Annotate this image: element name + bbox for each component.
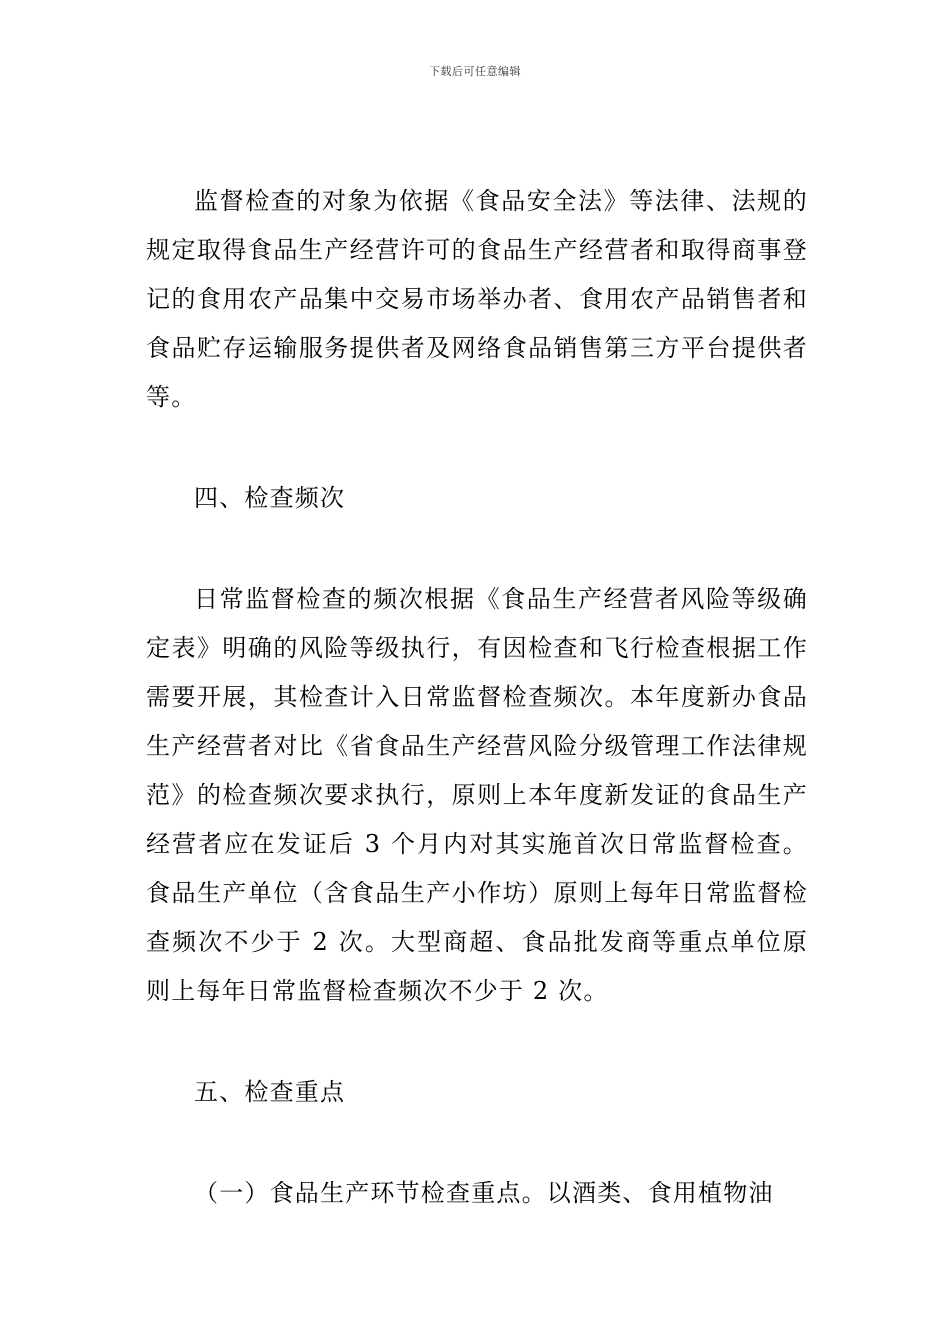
paragraph-inspection-frequency: 日常监督检查的频次根据《食品生产经营者风险等级确定表》明确的风险等级执行，有因检查和飞行检查根据工作需要开展，其检查计入日常监督检查频次。本年度新办食品生产经营者对比《省食品生产经营风险分级管理工作法律规范》的检查频次要求执行，原则上本年度新发证的食品生产经营者应在发证后 3 个月内对其实施首次日常监督检查。食品生产单位（含食品生产小作坊）原则上每年日常监督检查频次不少于 2 次。大型商超、食品批发商等重点单位原则上每年日常监督检查频次不少于 2 次。 bbox=[146, 585, 808, 1005]
page-header-note: 下载后可任意编辑 bbox=[429, 65, 521, 78]
section-heading-inspection-frequency: 四、检查频次 bbox=[194, 484, 346, 512]
section-heading-inspection-focus: 五、检查重点 bbox=[194, 1078, 346, 1106]
paragraph-inspection-objects: 监督检查的对象为依据《食品安全法》等法律、法规的规定取得食品生产经营许可的食品生产经营者和取得商事登记的食用农产品集中交易市场举办者、食用农产品销售者和食品贮存运输服务提供者及网络食品销售第三方平台提供者等。 bbox=[146, 187, 808, 411]
paragraph-production-focus: （一）食品生产环节检查重点。以酒类、食用植物油 bbox=[194, 1179, 774, 1207]
